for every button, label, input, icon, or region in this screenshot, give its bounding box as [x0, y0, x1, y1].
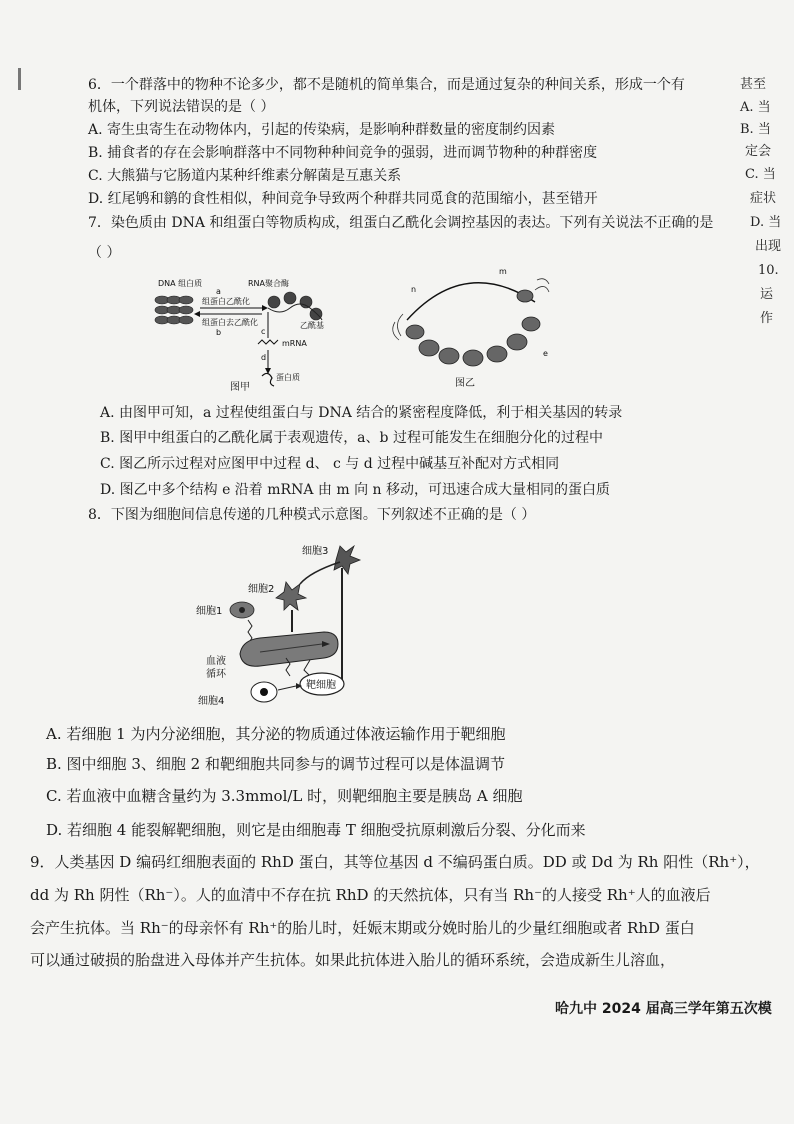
target-cell-label: 靶细胞	[306, 680, 336, 691]
q9-line2: dd 为 Rh 阴性（Rh⁻）。人的血清中不存在抗 RhD 的天然抗体，只有当 Rh⁻的人接受 Rh⁺人的血液后	[30, 886, 711, 904]
right-col-10: 作	[760, 311, 774, 326]
right-col-2: B. 当	[740, 122, 771, 137]
neuron-cell3	[334, 546, 360, 574]
fig-jia-b-label: b	[216, 328, 222, 337]
figure-jia	[150, 272, 370, 394]
q8-stem: 8．下图为细胞间信息传递的几种模式示意图。下列叙述不正确的是（ ）	[88, 507, 536, 523]
right-col-0: 甚至	[740, 77, 767, 92]
fig-yi-e-label: e	[543, 349, 548, 358]
blood-label-2: 循环	[206, 669, 226, 680]
q8-option-a: A. 若细胞 1 为内分泌细胞，其分泌的物质通过体液运输作用于靶细胞	[46, 725, 506, 743]
cell4-label: 细胞4	[198, 696, 225, 707]
fig-jia-mrna-label: mRNA	[282, 339, 307, 348]
fig-jia-dna-label: DNA 组白质	[158, 279, 203, 288]
q7-option-c: C. 图乙所示过程对应图甲中过程 d、 c 与 d 过程中碱基互补配对方式相同	[100, 456, 560, 472]
right-col-7: 出现	[755, 239, 782, 254]
blood-vessel	[240, 632, 338, 666]
q6-option-c: C. 大熊猫与它肠道内某种纤维素分解菌是互惠关系	[88, 168, 402, 184]
q8-option-b: B. 图中细胞 3、细胞 2 和靶细胞共同参与的调节过程可以是体温调节	[46, 755, 505, 773]
fig-jia-acetylation-label: 组蛋白乙酰化	[202, 297, 250, 306]
page-footer: 哈九中 2024 届高三学年第五次模	[555, 1001, 772, 1017]
q6-stem-line1: 6．一个群落中的物种不论多少，都不是随机的简单集合，而是通过复杂的种间关系，形成一个有	[88, 77, 685, 93]
right-col-8: 10.	[758, 263, 779, 278]
fig-jia-deacetylation-label: 组蛋白去乙酰化	[202, 318, 258, 327]
q7-option-b: B. 图甲中组蛋白的乙酰化属于表观遗传，a、b 过程可能发生在细胞分化的过程中	[100, 430, 603, 446]
right-col-6: D. 当	[750, 215, 782, 230]
q8-option-c: C. 若血液中血糖含量约为 3.3mmol/L 时，则靶细胞主要是胰岛 A 细胞	[46, 787, 523, 805]
q6-stem-line2: 机体，下列说法错误的是（ ）	[88, 99, 275, 115]
cell3-label: 细胞3	[302, 546, 329, 557]
margin-mark	[18, 68, 21, 90]
cell2-label: 细胞2	[248, 584, 275, 595]
cell1-label: 细胞1	[196, 606, 223, 617]
figure-yi	[385, 262, 565, 392]
fig-yi-caption: 图乙	[455, 378, 475, 389]
blood-label-1: 血液	[206, 656, 226, 667]
q8-option-d: D. 若细胞 4 能裂解靶细胞，则它是由细胞毒 T 细胞受抗原刺激后分裂、分化而来	[46, 821, 586, 839]
q7-stem-line2: （ ）	[88, 245, 121, 261]
fig-jia-rna-label: RNA聚合酶	[248, 279, 290, 288]
q7-stem-line1: 7．染色质由 DNA 和组蛋白等物质构成，组蛋白乙酰化会调控基因的表达。下列有关说法不正确的是	[88, 215, 714, 231]
nucleosome-cluster-right	[268, 292, 322, 320]
fig-jia-a-label: a	[216, 287, 221, 296]
right-col-1: A. 当	[740, 100, 771, 115]
right-col-5: 症状	[750, 191, 777, 206]
fig-yi-n-label: n	[411, 285, 417, 294]
q9-line4: 可以通过破损的胎盘进入母体并产生抗体。如果此抗体进入胎儿的循环系统，会造成新生儿溶血，	[30, 951, 676, 969]
q9-line3: 会产生抗体。当 Rh⁻的母亲怀有 Rh⁺的胎儿时，妊娠末期或分娩时胎儿的少量红细胞或者 RhD 蛋白	[30, 919, 695, 937]
right-col-4: C. 当	[745, 167, 776, 182]
neuron-cell2	[276, 582, 306, 610]
q6-option-b: B. 捕食者的存在会影响群落中不同物种种间竞争的强弱，进而调节物种的种群密度	[88, 145, 598, 161]
fig-jia-c-label: c	[261, 327, 266, 336]
fig-jia-protein-label: 蛋白质	[276, 373, 300, 382]
fig-jia-caption: 图甲	[230, 382, 250, 393]
q6-option-a: A. 寄生虫寄生在动物体内，引起的传染病，是影响种群数量的密度制约因素	[88, 122, 556, 138]
q9-line1: 9．人类基因 D 编码红细胞表面的 RhD 蛋白，其等位基因 d 不编码蛋白质。DD 或 Dd 为 Rh 阳性（Rh⁺），	[30, 853, 760, 871]
fig-jia-d-label: d	[261, 353, 267, 362]
right-col-9: 运	[760, 287, 774, 302]
figure-cell-signaling	[190, 532, 390, 712]
q7-option-a: A. 由图甲可知，a 过程使组蛋白与 DNA 结合的紧密程度降低，利于相关基因的转录	[100, 405, 623, 421]
q6-option-d: D. 红尾鸲和鹟的食性相似，种间竞争导致两个种群共同觅食的范围缩小，甚至错开	[88, 191, 598, 207]
right-col-3: 定会	[745, 144, 772, 159]
q7-option-d: D. 图乙中多个结构 e 沿着 mRNA 由 m 向 n 移动，可迅速合成大量相同的蛋白质	[100, 482, 610, 498]
fig-yi-m-label: m	[499, 267, 507, 276]
fig-jia-acetyl-label: 乙酰基	[300, 321, 324, 330]
mrna-strand	[407, 283, 535, 320]
nucleosome-cluster-left	[155, 296, 193, 324]
